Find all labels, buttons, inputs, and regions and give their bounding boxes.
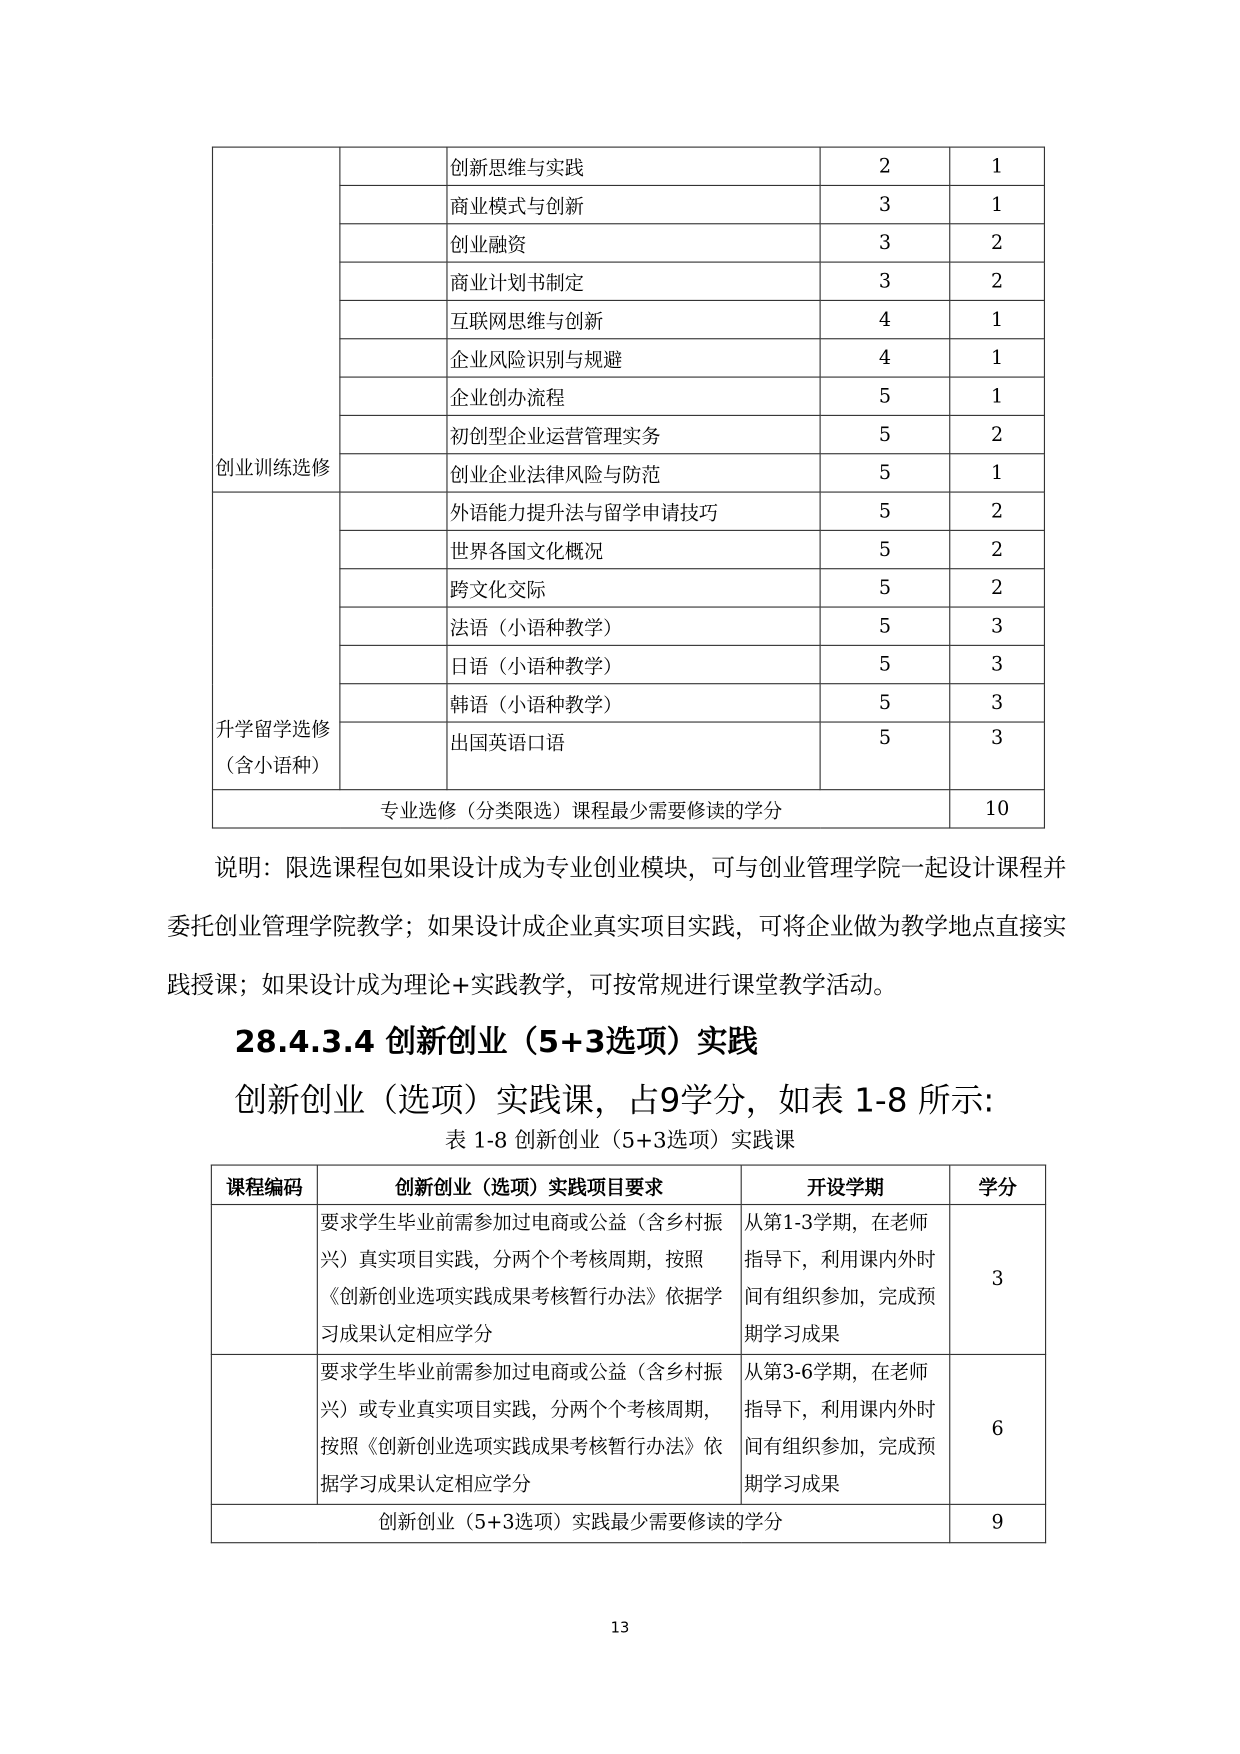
header-code: 课程编码 [211, 1165, 317, 1204]
course-name: 外语能力提升法与留学申请技巧 [447, 492, 820, 530]
credit: 3 [950, 684, 1045, 722]
note-paragraph: 说明：限选课程包如果设计成为专业创业模块，可与创业管理学院一起设计课程并委托创业管理学院教学；如果设计成企业真实项目实践，可将企业做为教学地点直接实践授课；如果设计成为理论+实践教学，可按常规进行课堂教学活动。 [166, 854, 1067, 999]
course-name: 商业计划书制定 [447, 262, 820, 300]
intro-text: 创新创业（选项）实践课，占9学分，如表 1-8 所示: [234, 1081, 995, 1120]
semester: 5 [820, 530, 950, 568]
summary-value: 10 [950, 790, 1045, 828]
code-cell [340, 569, 447, 607]
semester: 4 [820, 300, 950, 338]
semester: 2 [820, 147, 950, 185]
course-name: 日语（小语种教学） [447, 645, 820, 683]
semester: 4 [820, 339, 950, 377]
credit: 3 [950, 722, 1045, 790]
credit: 1 [950, 377, 1045, 415]
summary-value: 9 [950, 1504, 1046, 1542]
elective-course-table [212, 147, 1045, 829]
group-label: 创业训练选修 [212, 147, 339, 492]
summary-label: 创新创业（5+3选项）实践最少需要修读的学分 [211, 1504, 949, 1542]
code-cell [340, 377, 447, 415]
course-name: 出国英语口语 [447, 722, 820, 790]
course-code [211, 1354, 317, 1504]
course-name: 互联网思维与创新 [447, 300, 820, 338]
section-heading: 28.4.3.4 创新创业（5+3选项）实践 [234, 1024, 758, 1060]
course-name: 跨文化交际 [447, 569, 820, 607]
code-cell [340, 645, 447, 683]
summary-label: 专业选修（分类限选）课程最少需要修读的学分 [212, 790, 949, 828]
code-cell [340, 607, 447, 645]
summary-row [212, 790, 1044, 828]
semester: 3 [820, 185, 950, 223]
semester: 5 [820, 492, 950, 530]
semester: 5 [820, 377, 950, 415]
credit: 3 [950, 1205, 1046, 1355]
group-label: 升学留学选修（含小语种） [212, 492, 339, 790]
code-cell [340, 224, 447, 262]
table-caption: 表 1-8 创新创业（5+3选项）实践课 [444, 1128, 796, 1154]
table-row [211, 1354, 1045, 1504]
code-cell [340, 530, 447, 568]
header-requirement: 创新创业（选项）实践项目要求 [317, 1165, 741, 1204]
semester: 5 [820, 645, 950, 683]
credit: 2 [950, 415, 1045, 453]
table-row [212, 147, 1044, 185]
requirement: 要求学生毕业前需参加过电商或公益（含乡村振兴）真实项目实践，分两个个考核周期，按照《创新创业选项实践成果考核暂行办法》依据学习成果认定相应学分 [317, 1205, 741, 1355]
credit: 2 [950, 262, 1045, 300]
semester: 5 [820, 684, 950, 722]
course-name: 创新思维与实践 [447, 147, 820, 185]
code-cell [340, 300, 447, 338]
summary-row [211, 1504, 1045, 1542]
credit: 2 [950, 530, 1045, 568]
header-term: 开设学期 [741, 1165, 950, 1204]
semester: 3 [820, 224, 950, 262]
course-name: 企业风险识别与规避 [447, 339, 820, 377]
credit: 1 [950, 339, 1045, 377]
course-name: 韩语（小语种教学） [447, 684, 820, 722]
credit: 2 [950, 224, 1045, 262]
course-name: 企业创办流程 [447, 377, 820, 415]
course-name: 创业融资 [447, 224, 820, 262]
code-cell [340, 185, 447, 223]
page-number: 13 [610, 1619, 630, 1637]
course-name: 法语（小语种教学） [447, 607, 820, 645]
code-cell [340, 262, 447, 300]
semester: 5 [820, 569, 950, 607]
semester: 5 [820, 454, 950, 492]
credit: 2 [950, 492, 1045, 530]
code-cell [340, 492, 447, 530]
semester: 3 [820, 262, 950, 300]
semester: 5 [820, 415, 950, 453]
code-cell [340, 147, 447, 185]
code-cell [340, 722, 447, 790]
course-name: 商业模式与创新 [447, 185, 820, 223]
term: 从第1-3学期，在老师指导下，利用课内外时间有组织参加，完成预期学习成果 [741, 1205, 950, 1355]
credit: 1 [950, 185, 1045, 223]
table-row [211, 1205, 1045, 1355]
course-name: 世界各国文化概况 [447, 530, 820, 568]
course-code [211, 1205, 317, 1355]
semester: 5 [820, 722, 950, 790]
credit: 3 [950, 645, 1045, 683]
semester: 5 [820, 607, 950, 645]
code-cell [340, 415, 447, 453]
code-cell [340, 684, 447, 722]
table-row [212, 492, 1044, 530]
requirement: 要求学生毕业前需参加过电商或公益（含乡村振兴）或专业真实项目实践，分两个个考核周期，按照《创新创业选项实践成果考核暂行办法》依据学习成果认定相应学分 [317, 1354, 741, 1504]
code-cell [340, 454, 447, 492]
code-cell [340, 339, 447, 377]
credit: 3 [950, 607, 1045, 645]
practice-table [211, 1165, 1046, 1544]
credit: 6 [950, 1354, 1046, 1504]
course-name: 创业企业法律风险与防范 [447, 454, 820, 492]
header-credit: 学分 [950, 1165, 1046, 1204]
credit: 1 [950, 300, 1045, 338]
credit: 2 [950, 569, 1045, 607]
credit: 1 [950, 454, 1045, 492]
course-name: 初创型企业运营管理实务 [447, 415, 820, 453]
term: 从第3-6学期，在老师指导下，利用课内外时间有组织参加，完成预期学习成果 [741, 1354, 950, 1504]
credit: 1 [950, 147, 1045, 185]
